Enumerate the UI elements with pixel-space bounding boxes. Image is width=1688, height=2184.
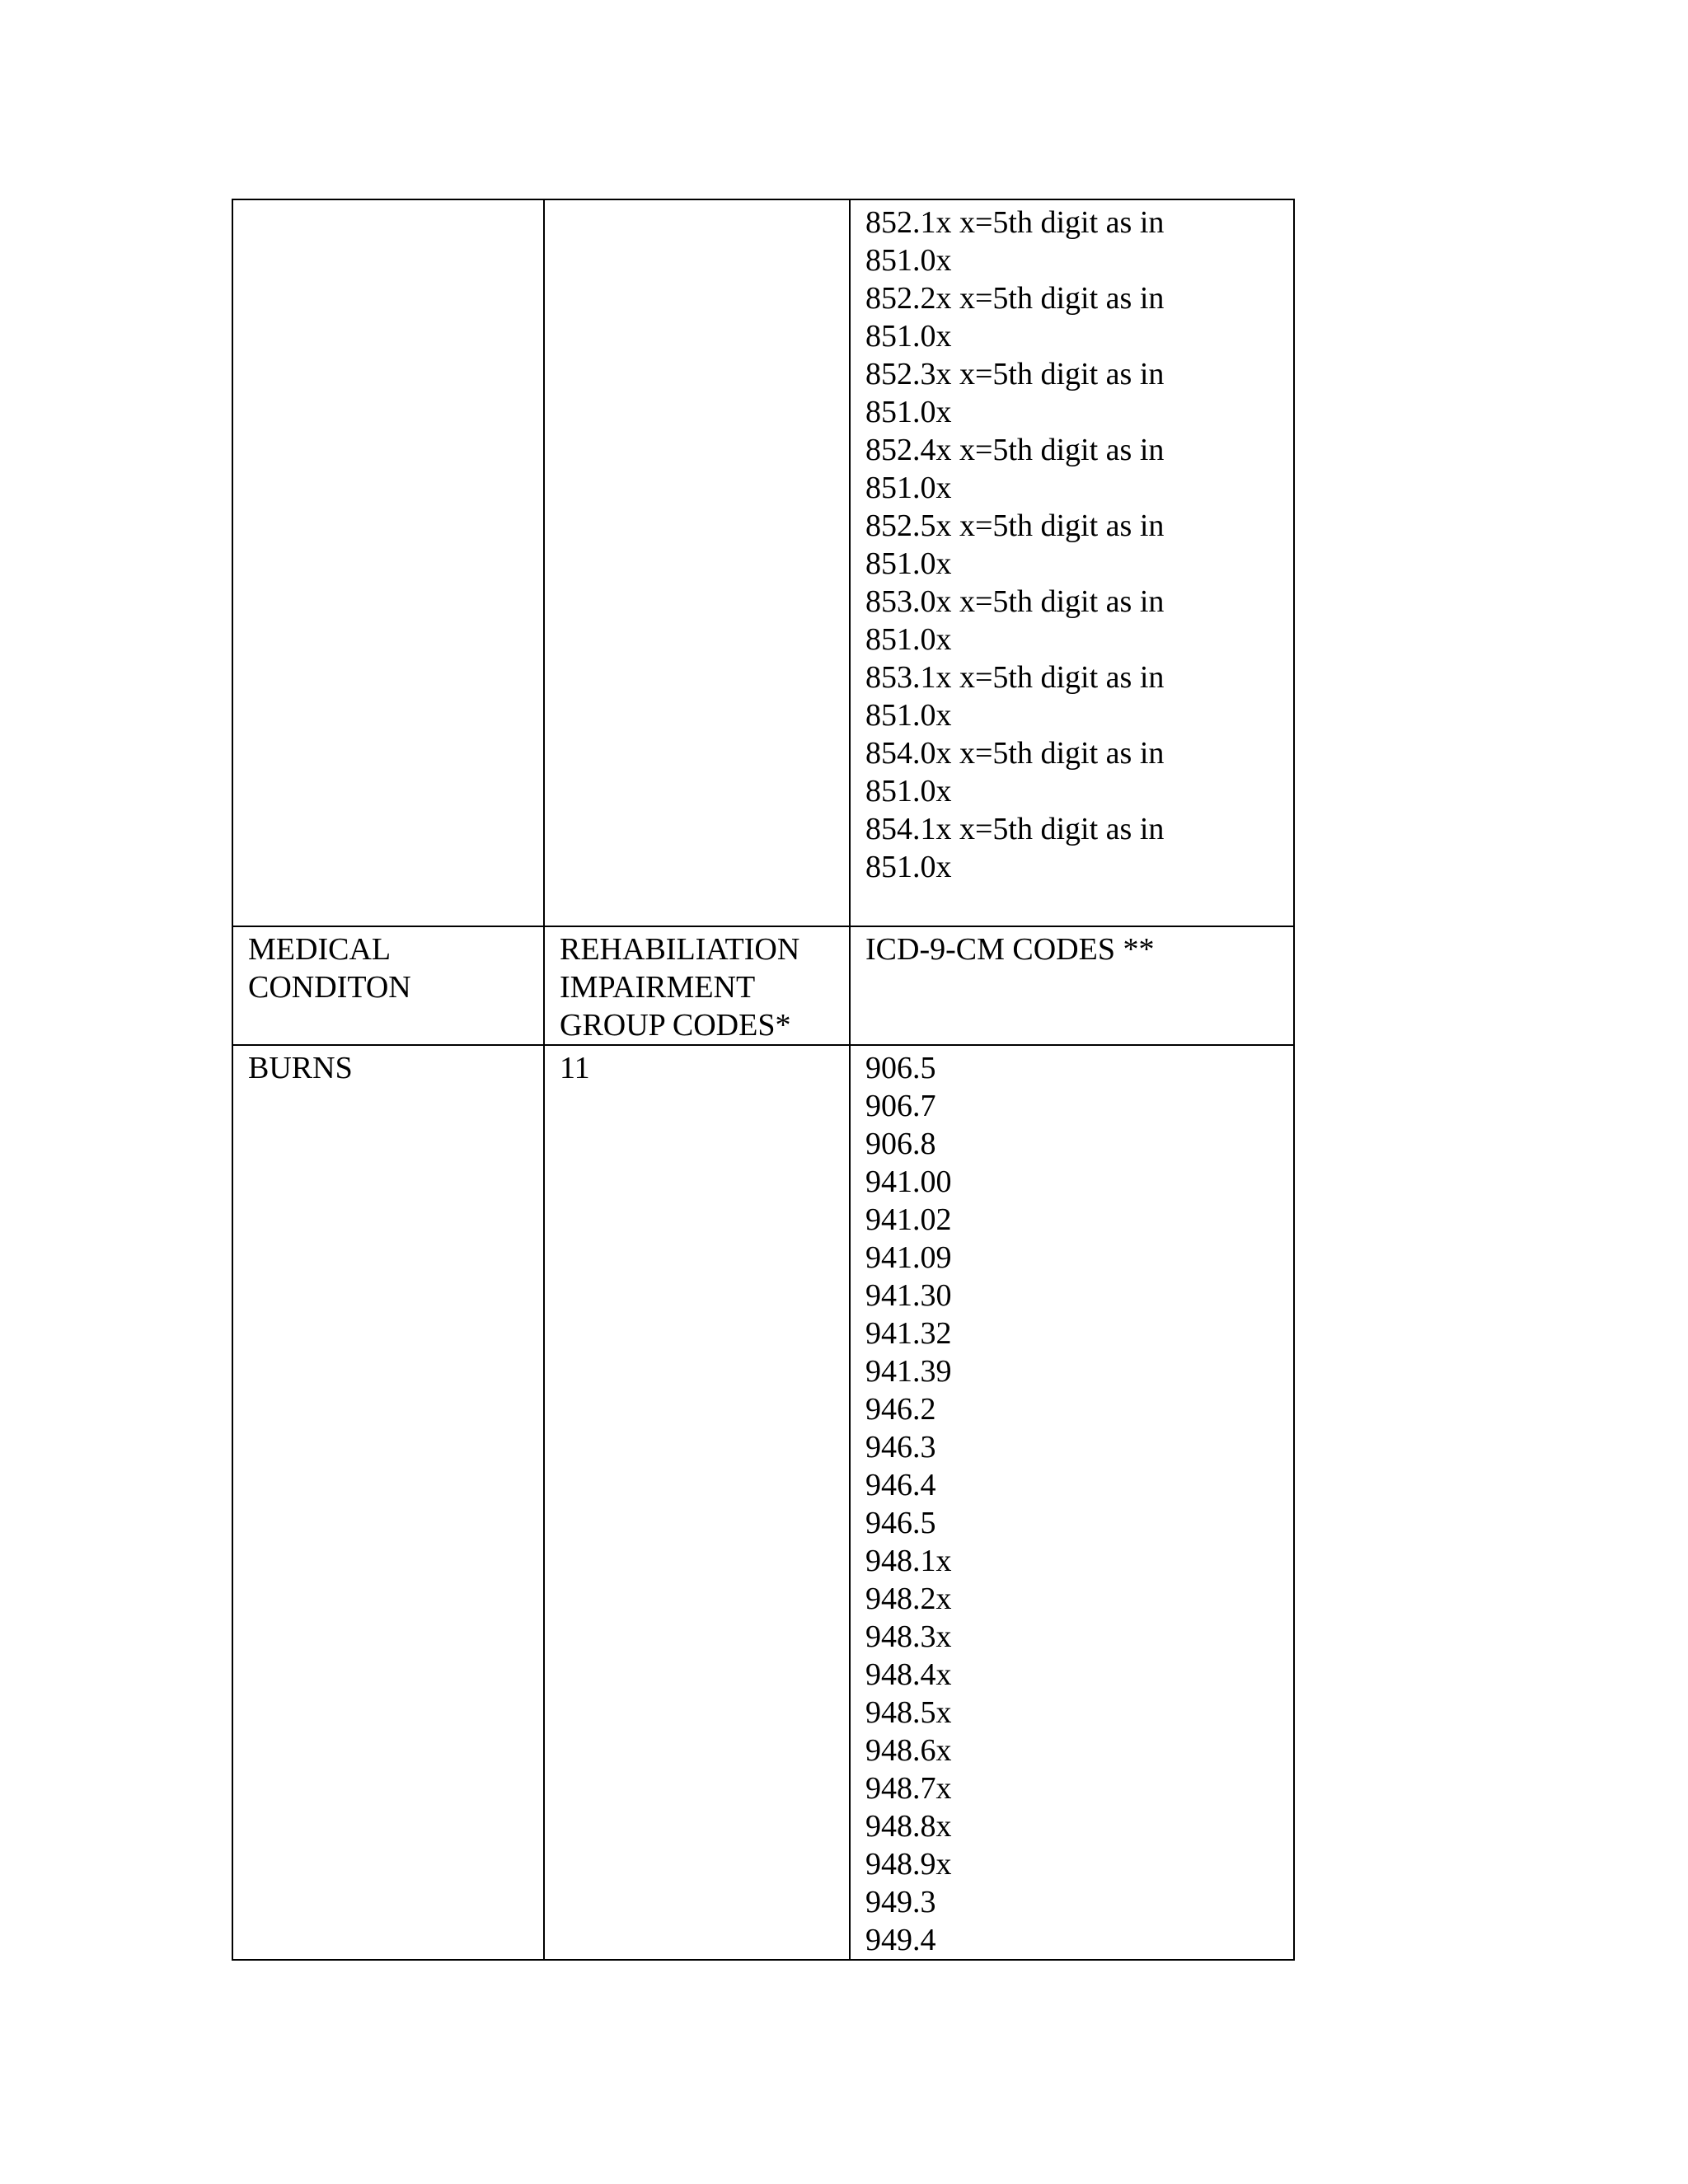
code-line: 852.3x x=5th digit as in	[865, 357, 1165, 391]
code-line: 946.4	[865, 1468, 936, 1502]
burns-codes-cell	[850, 1045, 1294, 1960]
code-line: REHABILIATION	[560, 932, 800, 967]
header-icd-codes	[850, 926, 1294, 1045]
code-line: 906.5	[865, 1051, 936, 1085]
header-medical-condition	[232, 926, 544, 1045]
code-line: 851.0x	[865, 319, 952, 354]
continued-row	[232, 199, 1294, 926]
table-header-row	[232, 926, 1294, 1045]
code-line: 854.0x x=5th digit as in	[865, 736, 1165, 771]
code-line: 948.8x	[865, 1809, 952, 1844]
code-line: 946.5	[865, 1506, 936, 1540]
burns-condition: BURNS	[248, 1051, 353, 1085]
code-line: 948.2x	[865, 1582, 952, 1616]
code-line: 949.3	[865, 1885, 936, 1919]
impairment-codes-table	[232, 199, 1295, 1961]
burns-codes-list	[865, 1049, 1278, 1959]
burns-condition-cell	[232, 1045, 544, 1960]
code-line: 948.6x	[865, 1733, 952, 1768]
code-line: 852.2x x=5th digit as in	[865, 281, 1165, 316]
header-rig-codes	[544, 926, 850, 1045]
code-line: 948.3x	[865, 1619, 952, 1654]
code-line: 852.1x x=5th digit as in	[865, 205, 1165, 240]
code-line: 851.0x	[865, 471, 952, 505]
code-line: MEDICAL	[248, 932, 392, 967]
code-line: 948.5x	[865, 1695, 952, 1730]
code-line: 851.0x	[865, 546, 952, 581]
code-line: GROUP CODES*	[560, 1008, 791, 1043]
code-line: 941.00	[865, 1165, 952, 1199]
code-line: 948.9x	[865, 1847, 952, 1882]
code-line: 941.30	[865, 1278, 952, 1313]
continued-rig-cell	[544, 199, 850, 926]
code-line: CONDITON	[248, 970, 411, 1005]
code-line: 851.0x	[865, 395, 952, 429]
code-line: 851.0x	[865, 622, 952, 657]
continued-codes-list	[865, 204, 1278, 886]
header-icd-codes-text	[865, 930, 1278, 968]
code-line: 851.0x	[865, 774, 952, 808]
code-line: 854.1x x=5th digit as in	[865, 812, 1165, 846]
code-line: 948.4x	[865, 1657, 952, 1692]
continued-codes-cell	[850, 199, 1294, 926]
code-line: 852.4x x=5th digit as in	[865, 433, 1165, 467]
code-line: 906.7	[865, 1089, 936, 1123]
code-line: 851.0x	[865, 243, 952, 278]
code-line: 906.8	[865, 1127, 936, 1161]
header-medical-condition-text	[248, 930, 528, 1006]
burns-rig-code: 11	[560, 1051, 590, 1085]
code-line: 946.2	[865, 1392, 936, 1427]
code-line: 949.4	[865, 1923, 936, 1957]
code-line: 946.3	[865, 1430, 936, 1465]
code-line: 851.0x	[865, 850, 952, 884]
code-line: 941.02	[865, 1202, 952, 1237]
code-line: 851.0x	[865, 698, 952, 733]
code-line: 941.09	[865, 1240, 952, 1275]
code-line: 948.7x	[865, 1771, 952, 1806]
code-line: 948.1x	[865, 1544, 952, 1578]
code-line: 853.1x x=5th digit as in	[865, 660, 1165, 695]
code-line: ICD-9-CM CODES **	[865, 932, 1155, 967]
burns-row	[232, 1045, 1294, 1960]
code-line: 941.32	[865, 1316, 952, 1351]
code-line: IMPAIRMENT	[560, 970, 756, 1005]
header-rig-codes-text	[560, 930, 834, 1044]
code-line: 852.5x x=5th digit as in	[865, 509, 1165, 543]
burns-rig-cell	[544, 1045, 850, 1960]
code-line: 941.39	[865, 1354, 952, 1389]
continued-condition-cell	[232, 199, 544, 926]
code-line: 853.0x x=5th digit as in	[865, 584, 1165, 619]
